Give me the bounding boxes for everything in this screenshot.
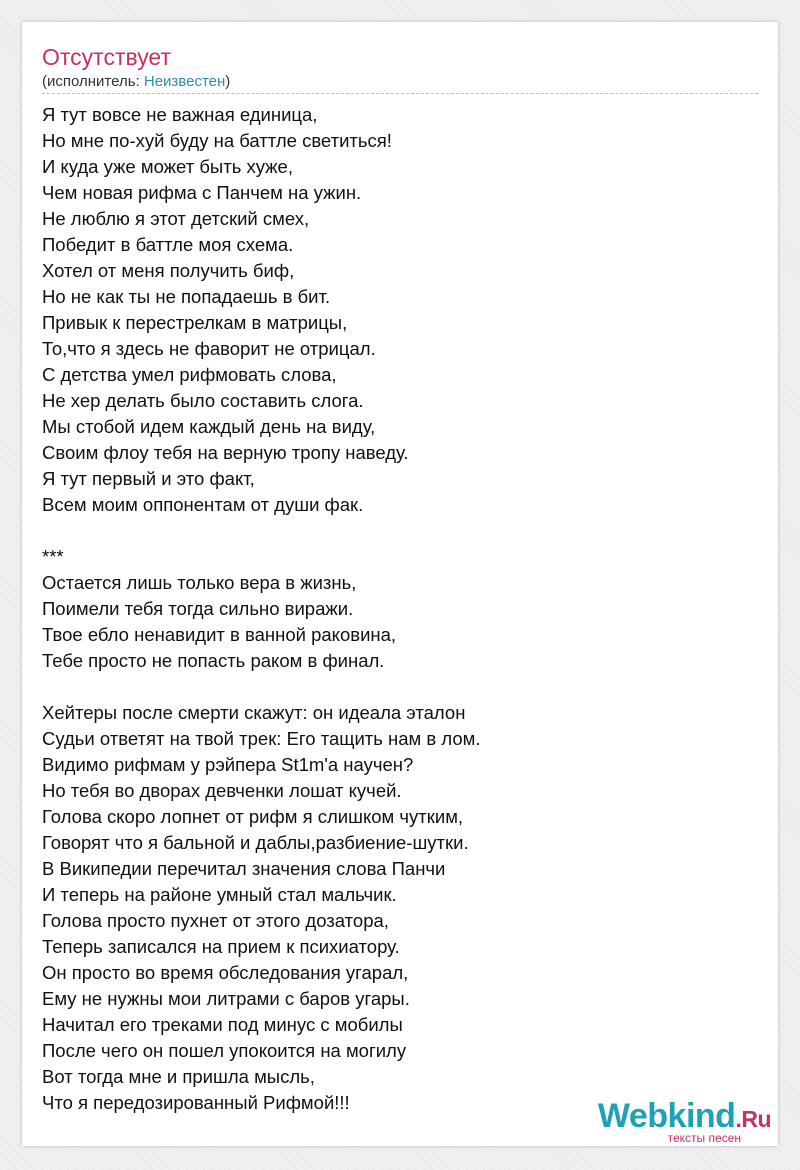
lyric-line: Судьи ответят на твой трек: Его тащить нам в лом. — [42, 728, 481, 749]
lyric-line: То,что я здесь не фаворит не отрицал. — [42, 338, 376, 359]
lyric-line: С детства умел рифмовать слова, — [42, 364, 337, 385]
lyric-line: Он просто во время обследования угарал, — [42, 962, 409, 983]
lyric-line: Поимели тебя тогда сильно виражи. — [42, 598, 354, 619]
lyric-line: Но тебя во дворах девченки лошат кучей. — [42, 780, 402, 801]
lyric-line: Вот тогда мне и пришла мысль, — [42, 1066, 315, 1087]
lyric-line: Привык к перестрелкам в матрицы, — [42, 312, 348, 333]
lyric-line: Говорят что я бальной и даблы,разбиение-шутки. — [42, 832, 469, 853]
lyric-line: Не люблю я этот детский смех, — [42, 208, 310, 229]
lyric-line: Остается лишь только вера в жизнь, — [42, 572, 357, 593]
lyric-line: Видимо рифмам у рэйпера St1m'a научен? — [42, 754, 414, 775]
artist-line — [42, 72, 230, 92]
artist-prefix: (исполнитель: — [42, 73, 144, 90]
lyric-line: И куда уже может быть хуже, — [42, 156, 293, 177]
lyric-line: Хотел от меня получить биф, — [42, 260, 295, 281]
logo-wordmark: Webkind — [597, 1097, 736, 1135]
header-divider — [42, 93, 758, 94]
lyric-line: Мы стобой идем каждый день на виду, — [42, 416, 376, 437]
lyric-line: Всем моим оппонентам от души фак. — [42, 494, 364, 515]
lyric-line: Начитал его треками под минус с мобилы — [42, 1014, 403, 1035]
lyric-line — [42, 674, 742, 700]
lyric-line: Победит в баттле моя схема. — [42, 234, 294, 255]
lyric-line: Не хер делать было составить слога. — [42, 390, 364, 411]
lyric-line: Голова скоро лопнет от рифм я слишком чутким, — [42, 806, 464, 827]
lyric-line: Но мне по-хуй буду на баттле светиться! — [42, 130, 392, 151]
lyric-line: Ему не нужны мои литрами с баров угары. — [42, 988, 410, 1009]
lyric-line: *** — [42, 546, 64, 567]
lyric-line: После чего он пошел упокоится на могилу — [42, 1040, 407, 1061]
lyric-line: Но не как ты не попадаешь в бит. — [42, 286, 331, 307]
lyrics-card — [22, 22, 778, 1146]
lyric-line: Я тут вовсе не важная единица, — [42, 104, 318, 125]
lyric-line: Я тут первый и это факт, — [42, 468, 255, 489]
logo-tagline: тексты песен — [667, 1131, 741, 1145]
lyric-line: В Википедии перечитал значения слова Панчи — [42, 858, 446, 879]
artist-link[interactable]: Неизвестен — [143, 73, 226, 90]
song-title: Отсутствует — [42, 44, 171, 70]
logo-domain: .Ru — [735, 1106, 771, 1132]
lyric-line: И теперь на районе умный стал мальчик. — [42, 884, 397, 905]
lyric-line: Чем новая рифма с Панчем на ужин. — [42, 182, 362, 203]
lyric-line: Своим флоу тебя на верную тропу наведу. — [42, 442, 409, 463]
site-logo[interactable] — [598, 1098, 771, 1144]
lyric-line: Твое ебло ненавидит в ванной раковина, — [42, 624, 397, 645]
lyric-line: Голова просто пухнет от этого дозатора, — [42, 910, 389, 931]
lyric-line: Что я передозированный Рифмой!!! — [42, 1092, 350, 1113]
lyric-line: Теперь записался на прием к психиатору. — [42, 936, 400, 957]
artist-suffix: ) — [225, 73, 231, 90]
lyric-line: Тебе просто не попасть раком в финал. — [42, 650, 385, 671]
lyric-line — [42, 518, 742, 544]
lyric-line: Хейтеры после смерти скажут: он идеала эталон — [42, 702, 466, 723]
lyrics-text — [42, 102, 742, 1116]
